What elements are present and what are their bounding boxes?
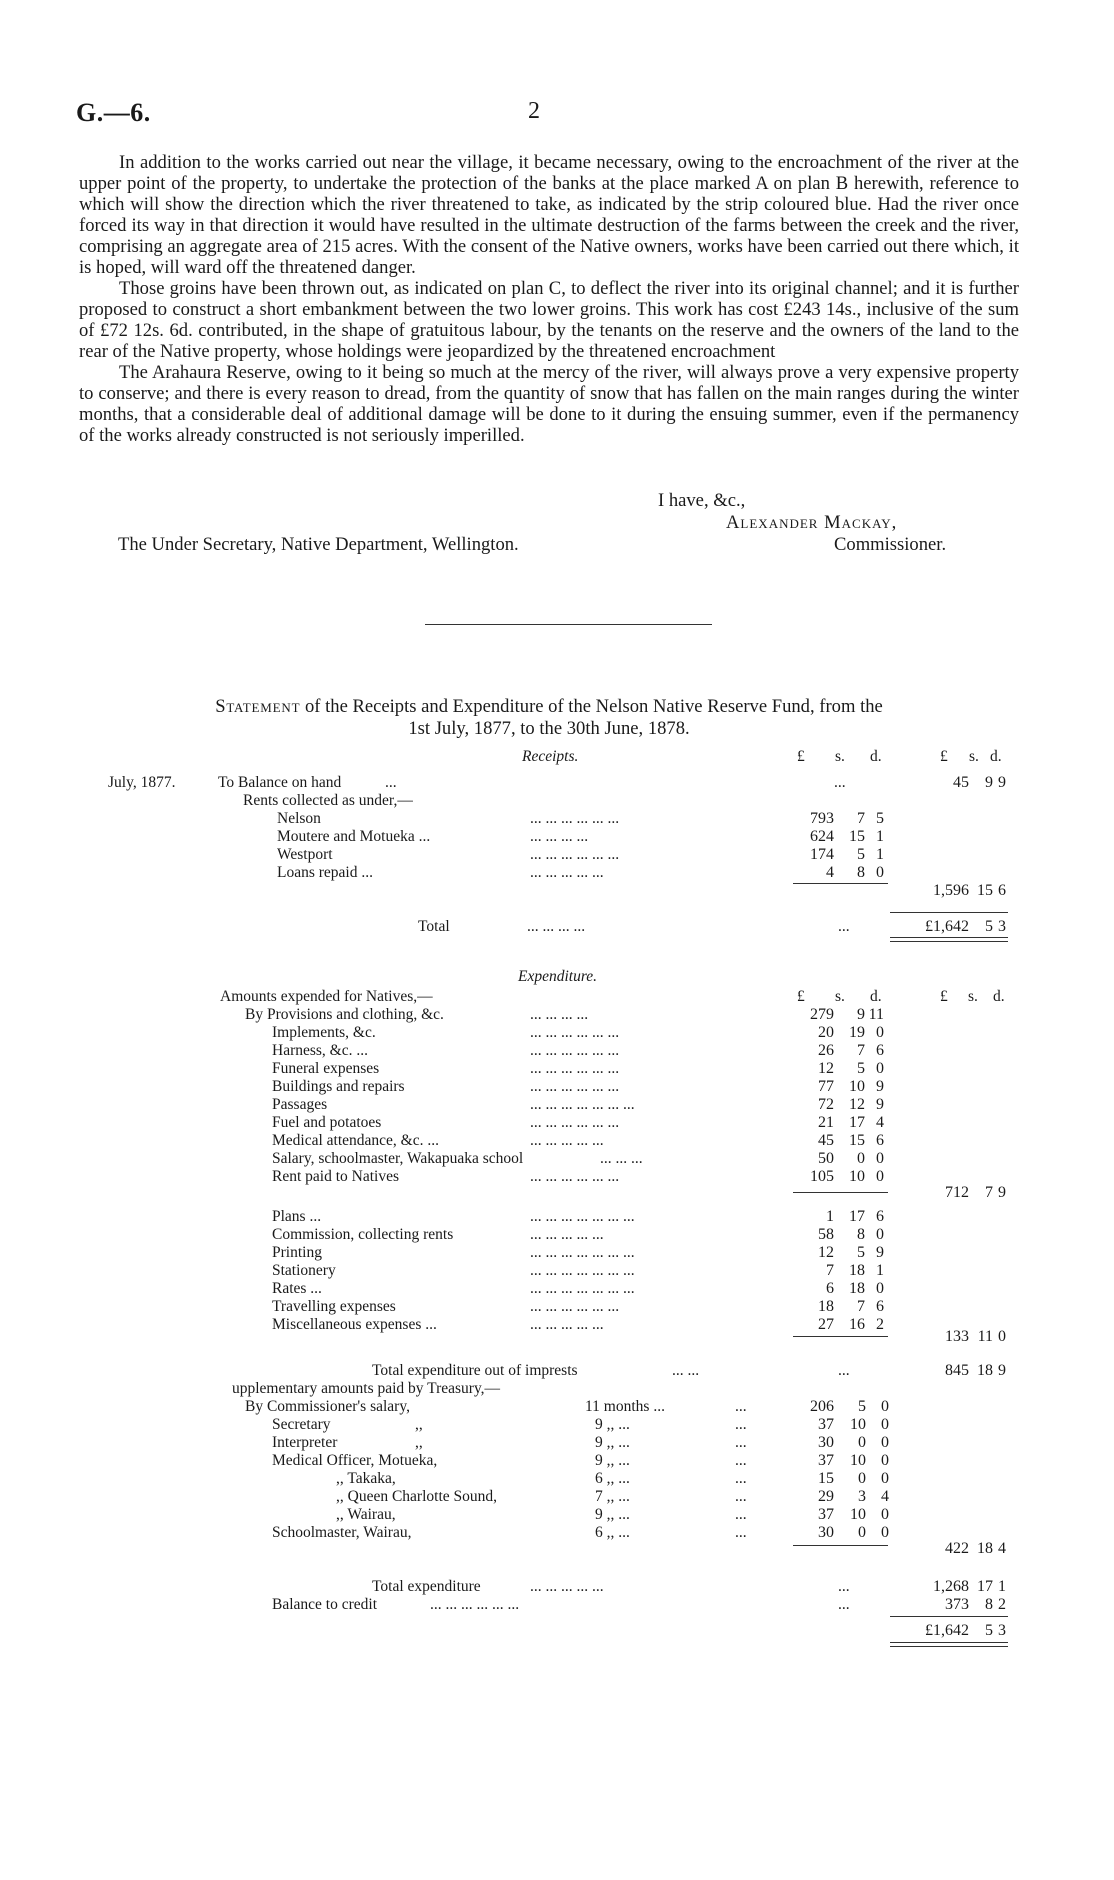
rent-row-shillings: 7 (857, 810, 865, 827)
exp-currency-pence-header-outer: d. (993, 988, 1005, 1005)
natives-expense-shillings: 12 (849, 1096, 865, 1113)
supplementary-pence: 0 (881, 1416, 889, 1433)
natives-expense-label: Passages (272, 1096, 328, 1113)
other-subtotal-shillings: 11 (977, 1328, 993, 1345)
natives-expense-pounds: 72 (818, 1096, 834, 1113)
grand-total-pounds: £1,642 (925, 1622, 969, 1639)
supplementary-label: ,, Takaka, (336, 1470, 396, 1487)
page-number: 2 (528, 98, 540, 124)
other-expense-pounds: 12 (818, 1244, 834, 1261)
rent-row-label: Moutere and Motueka ... (277, 828, 431, 845)
other-expense-label: Travelling expenses (272, 1298, 396, 1315)
ditto-mark: ,, (415, 1434, 423, 1451)
natives-expense-pounds: 77 (818, 1078, 834, 1095)
receipts-total-leader: ... ... ... ... (527, 918, 586, 935)
balance-to-credit-pounds: 373 (945, 1596, 969, 1613)
exp-currency-pound-header: £ (797, 988, 805, 1005)
total-expenditure-label: Total expenditure (372, 1578, 481, 1595)
other-expense-leader: ... ... ... ... ... ... ... (530, 1280, 635, 1297)
supplementary-pence: 0 (881, 1434, 889, 1451)
natives-expense-pence: 9 (876, 1096, 884, 1113)
balance-on-hand-shillings: 9 (985, 774, 993, 791)
other-expense-pounds: 18 (818, 1298, 834, 1315)
other-expense-pounds: 7 (826, 1262, 834, 1279)
supplementary-months: 11 months ... (585, 1398, 665, 1415)
letter-body (79, 152, 1019, 446)
imprests-total-pence: 9 (998, 1362, 1006, 1379)
currency-pound-header: £ (797, 748, 805, 765)
supplementary-pounds: 37 (818, 1452, 834, 1469)
grand-total-shillings: 5 (985, 1622, 993, 1639)
balance-on-hand-dots: ... (834, 774, 846, 791)
other-expense-shillings: 16 (849, 1316, 865, 1333)
other-expense-pounds: 27 (818, 1316, 834, 1333)
other-expense-shillings: 18 (849, 1262, 865, 1279)
other-expense-pence: 9 (876, 1244, 884, 1261)
imprests-total-leader: ... ... (672, 1362, 700, 1379)
natives-expense-label: Rent paid to Natives (272, 1168, 399, 1185)
currency-pence-header: d. (870, 748, 882, 765)
letter-closing: I have, &c., (658, 490, 746, 511)
natives-expense-leader: ... ... ... ... ... ... (530, 1060, 620, 1077)
balance-on-hand-label: To Balance on hand (218, 774, 342, 791)
statement-title-lead: Statement (215, 696, 301, 717)
statement-title-rest: of the Receipts and Expenditure of the Nelson Native Reserve Fund, from the (304, 696, 883, 717)
natives-expense-pence: 6 (876, 1132, 884, 1149)
supplementary-label: Medical Officer, Motueka, (272, 1452, 438, 1469)
natives-expense-pence: 4 (876, 1114, 884, 1131)
other-subtotal-pounds: 133 (945, 1328, 969, 1345)
exp-currency-pence-header: d. (870, 988, 882, 1005)
natives-expense-pounds: 279 (810, 1006, 834, 1023)
supplementary-shillings: 3 (858, 1488, 866, 1505)
natives-heading: Amounts expended for Natives,— (220, 988, 433, 1005)
supplementary-shillings: 0 (858, 1524, 866, 1541)
receipts-total-label: Total (418, 918, 450, 935)
grand-total-pence: 3 (998, 1622, 1006, 1639)
supplementary-leader: ... (735, 1524, 747, 1541)
rent-row-label: Nelson (277, 810, 321, 827)
supplementary-shillings: 5 (858, 1398, 866, 1415)
rent-row-pence: 1 (876, 828, 884, 845)
natives-expense-pence: 9 (876, 1078, 884, 1095)
supplementary-pence: 0 (881, 1524, 889, 1541)
exp-currency-shilling-header: s. (835, 988, 845, 1005)
supplementary-pounds: 30 (818, 1524, 834, 1541)
supplementary-pounds: 30 (818, 1434, 834, 1451)
supplementary-shillings: 0 (858, 1434, 866, 1451)
letter-paragraph: Those groins have been thrown out, as indicated on plan C, to deflect the river into its original channel; and it is further proposed to construct a short embankment between the two lower groins. This work has cost £243 14s., inclusive of the sum of £72 12s. 6d. contributed, in the shape of gratuitous labour, by the tenants on the reserve and the owners of the land to the rear of the Native property, whose holdings were jeopardized by the threatened encroachment (79, 278, 1019, 362)
rents-subtotal-pounds: 1,596 (933, 882, 969, 899)
subtotal-rule (793, 1192, 888, 1193)
total-expenditure-shillings: 17 (977, 1578, 993, 1595)
other-expense-leader: ... ... ... ... ... ... (530, 1298, 620, 1315)
natives-expense-pounds: 105 (810, 1168, 834, 1185)
rents-heading: Rents collected as under,— (243, 792, 413, 809)
natives-expense-pounds: 20 (818, 1024, 834, 1041)
currency-shilling-header-outer: s. (969, 748, 979, 765)
natives-expense-pounds: 12 (818, 1060, 834, 1077)
other-expense-leader: ... ... ... ... ... ... ... (530, 1244, 635, 1261)
supplementary-label: Schoolmaster, Wairau, (272, 1524, 412, 1541)
supplementary-label: By Commissioner's salary, (245, 1398, 410, 1415)
balance-on-hand-leader: ... (385, 774, 397, 791)
natives-expense-leader: ... ... ... ... ... ... (530, 1042, 620, 1059)
supplementary-months: 9 ,, ... (595, 1452, 630, 1469)
natives-expense-pounds: 21 (818, 1114, 834, 1131)
natives-expense-leader: ... ... ... ... (530, 1006, 589, 1023)
other-expense-leader: ... ... ... ... ... ... ... (530, 1262, 635, 1279)
rent-row-pence: 1 (876, 846, 884, 863)
natives-expense-shillings: 10 (849, 1078, 865, 1095)
other-expense-label: Commission, collecting rents (272, 1226, 454, 1243)
natives-expense-pence: 0 (876, 1150, 884, 1167)
other-expense-label: Plans ... (272, 1208, 322, 1225)
balance-to-credit-label: Balance to credit (272, 1596, 378, 1613)
imprests-total-shillings: 18 (977, 1362, 993, 1379)
natives-expense-shillings: 7 (857, 1042, 865, 1059)
supplementary-shillings: 10 (850, 1452, 866, 1469)
natives-expense-leader: ... ... ... ... ... ... ... (530, 1096, 635, 1113)
other-expense-pence: 1 (876, 1262, 884, 1279)
imprests-total-pounds: 845 (945, 1362, 969, 1379)
natives-expense-leader: ... ... ... ... ... ... (530, 1024, 620, 1041)
other-expense-shillings: 8 (857, 1226, 865, 1243)
supplementary-months: 6 ,, ... (595, 1470, 630, 1487)
supplementary-label: Secretary (272, 1416, 331, 1433)
natives-expense-shillings: 17 (849, 1114, 865, 1131)
natives-expense-pounds: 50 (818, 1150, 834, 1167)
natives-expense-pounds: 45 (818, 1132, 834, 1149)
natives-expense-label: Buildings and repairs (272, 1078, 405, 1095)
supplementary-subtotal-pounds: 422 (945, 1540, 969, 1557)
supplementary-heading: upplementary amounts paid by Treasury,— (232, 1380, 501, 1397)
rent-row-label: Loans repaid ... (277, 864, 373, 881)
natives-expense-pence: 6 (876, 1042, 884, 1059)
other-expense-shillings: 5 (857, 1244, 865, 1261)
supplementary-pence: 0 (881, 1398, 889, 1415)
supplementary-leader: ... (735, 1506, 747, 1523)
other-expense-pounds: 58 (818, 1226, 834, 1243)
supplementary-leader: ... (735, 1488, 747, 1505)
natives-expense-pence: 0 (876, 1060, 884, 1077)
supplementary-leader: ... (735, 1434, 747, 1451)
rents-subtotal-pence: 6 (998, 882, 1006, 899)
natives-expense-shillings: 10 (849, 1168, 865, 1185)
natives-expense-shillings: 0 (857, 1150, 865, 1167)
expenditure-heading: Expenditure. (518, 968, 598, 985)
section-divider (425, 624, 712, 625)
other-expense-leader: ... ... ... ... ... (530, 1316, 604, 1333)
rent-row-shillings: 15 (849, 828, 865, 845)
imprests-total-label: Total expenditure out of imprests (372, 1362, 578, 1379)
natives-subtotal-shillings: 7 (985, 1184, 993, 1201)
rent-row-pounds: 4 (826, 864, 834, 881)
supplementary-pounds: 37 (818, 1416, 834, 1433)
supplementary-shillings: 10 (850, 1506, 866, 1523)
rent-row-pounds: 624 (810, 828, 834, 845)
balance-to-credit-dots: ... (838, 1596, 850, 1613)
natives-expense-shillings: 5 (857, 1060, 865, 1077)
supplementary-months: 9 ,, ... (595, 1416, 630, 1433)
statement-title (79, 696, 1019, 740)
total-rule (890, 1616, 1008, 1617)
natives-expense-shillings: 9 (857, 1006, 865, 1023)
supplementary-label: Interpreter (272, 1434, 338, 1451)
receipts-date: July, 1877. (108, 774, 176, 791)
rent-row-pounds: 174 (810, 846, 834, 863)
statement-title-dates: 1st July, 1877, to the 30th June, 1878. (408, 718, 690, 739)
exp-currency-pound-header-outer: £ (940, 988, 948, 1005)
natives-expense-label: Medical attendance, &c. ... (272, 1132, 439, 1149)
other-expense-leader: ... ... ... ... ... (530, 1226, 604, 1243)
balance-to-credit-pence: 2 (998, 1596, 1006, 1613)
letter-paragraph: The Arahaura Reserve, owing to it being so much at the mercy of the river, will always prove a very expensive property to conserve; and there is every reason to dread, from the quantity of snow that has fallen on the main ranges during the winter months, that a considerable deal of additional damage will be done to it during the ensuing summer, even if the permanency of the works already constructed is not seriously imperilled. (79, 362, 1019, 446)
natives-expense-pence: 0 (876, 1024, 884, 1041)
supplementary-pence: 4 (881, 1488, 889, 1505)
natives-subtotal-pence: 9 (998, 1184, 1006, 1201)
other-expense-pounds: 6 (826, 1280, 834, 1297)
balance-on-hand-pence: 9 (998, 774, 1006, 791)
rent-row-shillings: 8 (857, 864, 865, 881)
receipts-total-pounds: £1,642 (925, 918, 969, 935)
natives-expense-shillings: 15 (849, 1132, 865, 1149)
natives-expense-label: Funeral expenses (272, 1060, 380, 1077)
supplementary-pence: 0 (881, 1470, 889, 1487)
receipts-total-dots: ... (838, 918, 850, 935)
other-expense-shillings: 18 (849, 1280, 865, 1297)
supplementary-pounds: 29 (818, 1488, 834, 1505)
currency-shilling-header: s. (835, 748, 845, 765)
subtotal-rule (793, 1336, 888, 1337)
signatory-title: Commissioner. (834, 534, 947, 555)
rent-row-shillings: 5 (857, 846, 865, 863)
supplementary-label: ,, Wairau, (336, 1506, 396, 1523)
natives-expense-label: Implements, &c. (272, 1024, 376, 1041)
natives-expense-leader: ... ... ... ... ... ... (530, 1168, 620, 1185)
supplementary-subtotal-shillings: 18 (977, 1540, 993, 1557)
letter-paragraph: In addition to the works carried out near the village, it became necessary, owing to the encroachment of the river at the upper point of the property, to undertake the protection of the banks at the place marked A on plan B herewith, reference to which will show the direction which the river threatened to take, as indicated by the strip coloured blue. Had the river once forced its way in that direction it would have resulted in the ultimate destruction of the farms between the creek and the river, comprising an aggregate area of 215 acres. With the consent of the Native owners, works have been carried out there which, it is hoped, will ward off the threatened danger. (79, 152, 1019, 278)
other-expense-pounds: 1 (826, 1208, 834, 1225)
supplementary-pence: 0 (881, 1506, 889, 1523)
other-expense-pence: 6 (876, 1298, 884, 1315)
natives-expense-shillings: 19 (849, 1024, 865, 1041)
natives-expense-label: Salary, schoolmaster, Wakapuaka school (272, 1150, 524, 1167)
supplementary-pence: 0 (881, 1452, 889, 1469)
currency-pence-header-outer: d. (990, 748, 1002, 765)
supplementary-leader: ... (735, 1416, 747, 1433)
supplementary-months: 9 ,, ... (595, 1434, 630, 1451)
other-expense-label: Stationery (272, 1262, 336, 1279)
imprests-total-dots: ... (838, 1362, 850, 1379)
rent-row-pence: 0 (876, 864, 884, 881)
supplementary-pounds: 37 (818, 1506, 834, 1523)
other-expense-pence: 6 (876, 1208, 884, 1225)
rent-row-pence: 5 (876, 810, 884, 827)
supplementary-leader: ... (735, 1452, 747, 1469)
total-expenditure-dots: ... (838, 1578, 850, 1595)
total-expenditure-pence: 1 (998, 1578, 1006, 1595)
other-expense-shillings: 17 (849, 1208, 865, 1225)
total-rule (890, 912, 1008, 913)
natives-expense-label: By Provisions and clothing, &c. (245, 1006, 444, 1023)
natives-subtotal-pounds: 712 (945, 1184, 969, 1201)
receipts-heading: Receipts. (522, 748, 579, 765)
other-expense-pence: 0 (876, 1226, 884, 1243)
other-expense-pence: 2 (876, 1316, 884, 1333)
receipts-total-pence: 3 (998, 918, 1006, 935)
rent-row-label: Westport (277, 846, 333, 863)
natives-expense-label: Fuel and potatoes (272, 1114, 382, 1131)
supplementary-leader: ... (735, 1398, 747, 1415)
exp-currency-shilling-header-outer: s. (968, 988, 978, 1005)
total-double-rule (890, 937, 1008, 942)
subtotal-rule (793, 1545, 888, 1546)
other-expense-label: Miscellaneous expenses ... (272, 1316, 437, 1333)
rents-subtotal-shillings: 15 (977, 882, 993, 899)
rent-row-leader: ... ... ... ... (530, 828, 589, 845)
natives-expense-pounds: 26 (818, 1042, 834, 1059)
supplementary-shillings: 10 (850, 1416, 866, 1433)
supplementary-months: 6 ,, ... (595, 1524, 630, 1541)
document-reference: G.—6. (76, 98, 151, 127)
balance-to-credit-leader: ... ... ... ... ... ... (430, 1596, 520, 1613)
receipts-total-shillings: 5 (985, 918, 993, 935)
supplementary-label: ,, Queen Charlotte Sound, (336, 1488, 498, 1505)
rent-row-leader: ... ... ... ... ... ... (530, 810, 620, 827)
supplementary-months: 7 ,, ... (595, 1488, 630, 1505)
other-expense-label: Rates ... (272, 1280, 322, 1297)
natives-expense-leader: ... ... ... (600, 1150, 643, 1167)
natives-expense-leader: ... ... ... ... ... ... (530, 1114, 620, 1131)
supplementary-leader: ... (735, 1470, 747, 1487)
ditto-mark: ,, (415, 1416, 423, 1433)
subtotal-rule (793, 883, 888, 884)
other-expense-label: Printing (272, 1244, 322, 1261)
supplementary-months: 9 ,, ... (595, 1506, 630, 1523)
total-expenditure-pounds: 1,268 (933, 1578, 969, 1595)
signatory-name: Alexander Mackay, (726, 512, 898, 533)
currency-pound-header-outer: £ (940, 748, 948, 765)
total-expenditure-leader: ... ... ... ... ... (530, 1578, 604, 1595)
other-expense-shillings: 7 (857, 1298, 865, 1315)
natives-expense-leader: ... ... ... ... ... ... (530, 1078, 620, 1095)
balance-on-hand-pounds: 45 (953, 774, 969, 791)
natives-expense-pence: 0 (876, 1168, 884, 1185)
supplementary-pounds: 206 (810, 1398, 834, 1415)
other-expense-pence: 0 (876, 1280, 884, 1297)
other-expense-leader: ... ... ... ... ... ... ... (530, 1208, 635, 1225)
natives-expense-leader: ... ... ... ... ... (530, 1132, 604, 1149)
rent-row-leader: ... ... ... ... ... (530, 864, 604, 881)
supplementary-pounds: 15 (818, 1470, 834, 1487)
natives-expense-label: Harness, &c. ... (272, 1042, 368, 1059)
rent-row-pounds: 793 (810, 810, 834, 827)
balance-to-credit-shillings: 8 (985, 1596, 993, 1613)
supplementary-subtotal-pence: 4 (998, 1540, 1006, 1557)
other-subtotal-pence: 0 (998, 1328, 1006, 1345)
grand-total-double-rule (890, 1642, 1008, 1647)
supplementary-shillings: 0 (858, 1470, 866, 1487)
addressee: The Under Secretary, Native Department, Wellington. (118, 534, 519, 555)
natives-expense-pence: 11 (868, 1006, 884, 1023)
rent-row-leader: ... ... ... ... ... ... (530, 846, 620, 863)
